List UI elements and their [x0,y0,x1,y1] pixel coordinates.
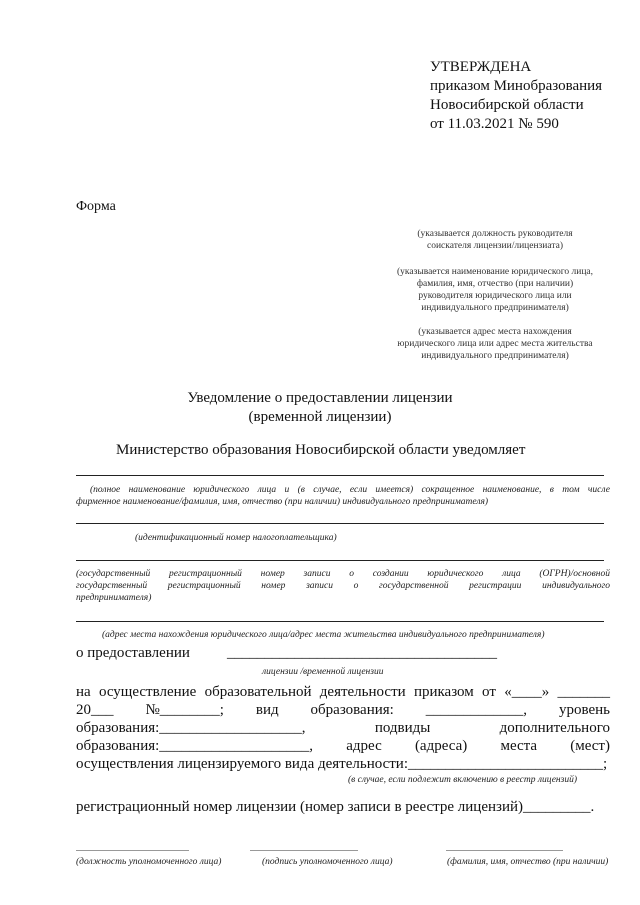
caption-line: (полное наименование юридического лица и (в случае, если имеется) сокращенное наименование, в том числе [90,485,610,495]
word: на [76,684,91,700]
order-number-field[interactable]: №________; [145,702,224,718]
document-title [0,389,640,427]
activity-address-field[interactable]: осуществления лицензируемого вида деятельности:__________________________; [76,756,608,772]
note-line: индивидуального предпринимателя) [421,303,569,313]
order-row-2 [76,702,610,719]
word: от [482,684,496,700]
education-subtype-field[interactable]: образования:____________________, [76,738,314,754]
title-line: Уведомление о предоставлении лицензии [187,390,453,406]
ministry-line: Министерство образования Новосибирской области уведомляет [116,442,526,458]
approval-order: приказом Минобразования [430,78,603,94]
approval-title: УТВЕРЖДЕНА [430,59,532,75]
education-level-field[interactable]: образования:___________________, [76,720,306,736]
word: образования: [310,702,394,718]
word: приказом [413,684,474,700]
word: адрес [346,738,382,754]
signature-line[interactable] [250,850,358,851]
word: места [500,738,538,754]
ogrn-field-line[interactable] [76,560,604,561]
inn-field-line[interactable] [76,523,604,524]
order-row-3 [76,720,610,737]
order-row-1 [76,684,610,701]
fullname-signature-line[interactable] [446,850,563,851]
recipient-address-note [370,326,620,362]
note-line: фамилия, имя, отчество (при наличии) [416,279,574,289]
word: (адреса) [414,738,468,754]
note-line: (указывается должность руководителя [417,229,573,239]
title-line: (временной лицензии) [248,409,392,425]
note-line: индивидуального предпринимателя) [421,351,569,361]
caption-line: фирменное наименование/фамилия, имя, отчество (при наличии) индивидуального предпринимателя) [76,497,489,507]
address-caption: (адрес места нахождения юридического лица/адрес места жительства индивидуального предпринимателя) [102,630,545,640]
approval-block [430,58,602,134]
recipient-position-note [370,228,620,252]
note-line: соискателя лицензии/лицензиата) [427,241,563,251]
word: вид [255,702,279,718]
registry-number-line[interactable]: регистрационный номер лицензии (номер записи в реестре лицензий)_________. [76,799,595,815]
inn-caption: (идентификационный номер налогоплательщика) [135,533,337,543]
position-signature-caption: (должность уполномоченного лица) [76,857,222,867]
license-type-caption: лицензии /временной лицензии [262,667,384,677]
recipient-name-note [370,266,620,314]
caption-line: (государственный регистрационный номер записи о создании юридического лица (ОГРН)/основной [76,569,610,579]
order-row-4 [76,738,610,755]
license-type-field[interactable]: ____________________________________ [227,645,497,661]
word: (мест) [570,738,610,754]
position-signature-line[interactable] [76,850,189,851]
approval-region: Новосибирской области [430,97,584,113]
order-month-field[interactable]: _______ [557,684,610,700]
provision-prefix: о предоставлении [76,645,190,661]
registry-note-caption: (в случае, если подлежит включению в реестр лицензий) [348,775,577,785]
note-line: (указывается наименование юридического лица, [396,267,593,277]
education-type-field[interactable]: _____________, [425,702,528,718]
note-line: руководителя юридического лица или [418,291,572,301]
signature-caption: (подпись уполномоченного лица) [262,857,393,867]
form-label: Форма [76,199,116,214]
word: деятельности [319,684,406,700]
note-line: (указывается адрес места нахождения [418,327,572,337]
order-day-field[interactable]: «____» [504,684,550,700]
word: подвиды [374,720,431,736]
fullname-caption [76,484,610,508]
fullname-field-line[interactable] [76,475,604,476]
word: осуществление [98,684,197,700]
note-line: юридического лица или адрес места жительства [397,339,593,349]
caption-line: государственный регистрационный номер записи о государственной регистрации индивидуального [76,581,610,591]
approval-date: от 11.03.2021 № 590 [430,116,559,132]
order-year-field[interactable]: 20___ [76,702,114,718]
fullname-signature-caption: (фамилия, имя, отчество (при наличии) [447,857,609,867]
caption-line: предпринимателя) [76,593,152,603]
word: образовательной [204,684,312,700]
address-field-line[interactable] [76,621,604,622]
word: дополнительного [499,720,610,736]
ogrn-caption [76,568,610,604]
word: уровень [558,702,610,718]
